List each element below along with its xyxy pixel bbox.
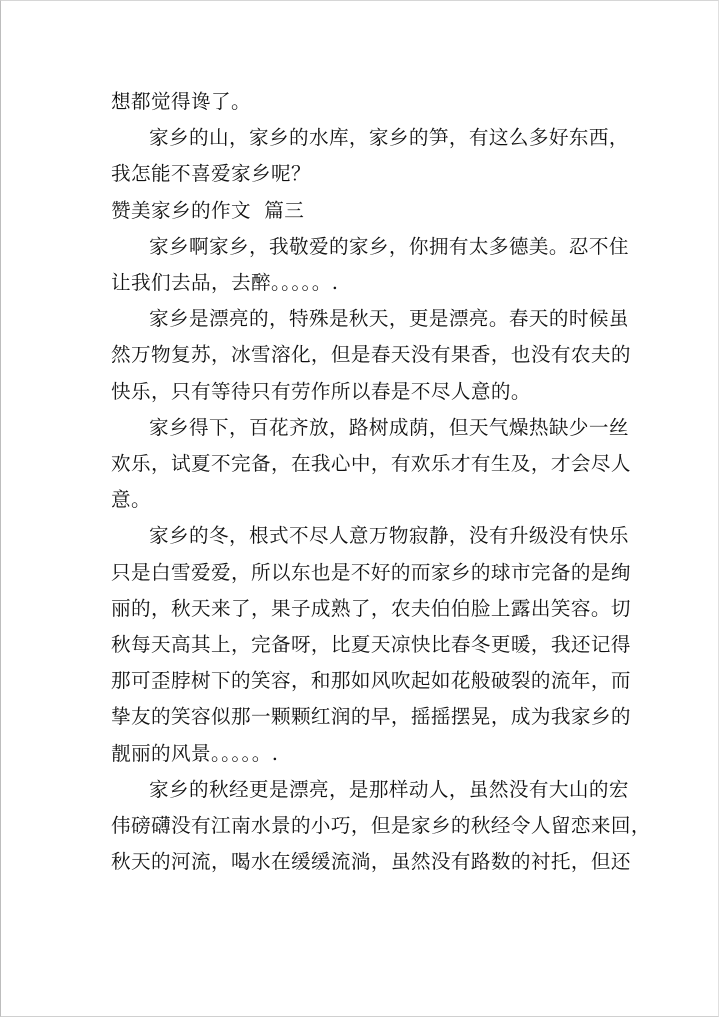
text-line: 挚友的笑容似那一颗颗红润的早，摇摇摆晃，成为我家乡的: [111, 705, 631, 729]
text-line: 家乡的山，家乡的水库，家乡的笋，有这么多好东西，: [149, 126, 629, 150]
text-line: 我怎能不喜爱家乡呢？: [111, 162, 311, 186]
text-line: 意。: [111, 488, 151, 512]
text-line: 靓丽的风景。。。。。.: [111, 741, 279, 765]
text-line: 那可歪脖树下的笑容，和那如风吹起如花般破裂的流年，而: [111, 669, 631, 693]
text-line: 快乐，只有等待只有劳作所以春是不尽人意的。: [111, 379, 531, 403]
text-line: 秋天的河流，喝水在缓缓流淌，虽然没有路数的衬托，但还: [111, 850, 631, 874]
text-line: 然万物复苏，冰雪溶化，但是春天没有果香，也没有农夫的: [111, 343, 631, 367]
text-line: 家乡的秋经更是漂亮，是那样动人，虽然没有大山的宏: [149, 777, 629, 801]
text-line: 欢乐，试夏不完备，在我心中，有欢乐才有生及，才会尽人: [111, 452, 631, 476]
document-body: [111, 84, 651, 880]
text-line: 家乡是漂亮的，特殊是秋天，更是漂亮。春天的时候虽: [149, 307, 629, 331]
text-line: 家乡得下，百花齐放，路树成荫，但天气燥热缺少一丝: [149, 415, 629, 439]
text-line: 伟磅礴没有江南水景的小巧，但是家乡的秋经令人留恋来回，: [111, 814, 651, 838]
text-line: 丽的，秋天来了，果子成熟了，农夫伯伯脸上露出笑容。切: [111, 596, 631, 620]
text-line: 家乡啊家乡，我敬爱的家乡，你拥有太多德美。忍不住: [149, 234, 629, 258]
text-line: 秋每天高其上，完备呀，比夏天凉快比春冬更暖，我还记得: [111, 633, 631, 657]
text-line: 家乡的冬，根式不尽人意万物寂静，没有升级没有快乐: [149, 524, 629, 548]
text-line: 让我们去品，去醉。。。。。.: [111, 271, 339, 295]
text-line: 想都觉得谗了。: [111, 90, 251, 113]
section-heading: 赞美家乡的作文 篇三: [111, 198, 305, 222]
text-line: 只是白雪爱爱，所以东也是不好的而家乡的球市完备的是绚: [111, 560, 631, 584]
